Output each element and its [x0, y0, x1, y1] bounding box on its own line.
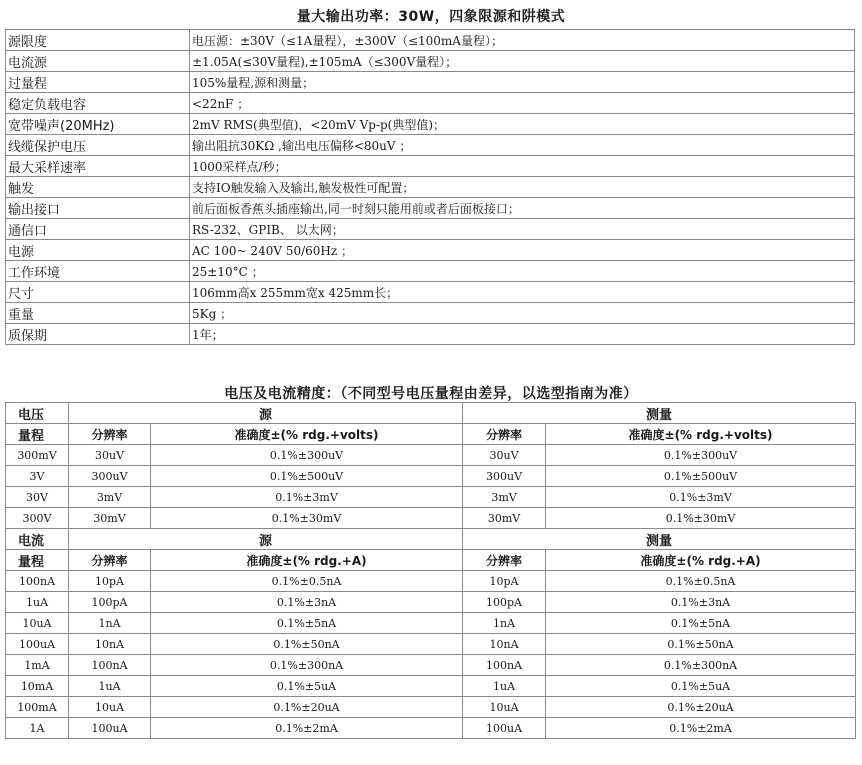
- measure-accuracy: 0.1%±5nA: [546, 613, 856, 634]
- measure-resolution: 100nA: [463, 655, 546, 676]
- spec-key: 稳定负载电容: [6, 93, 190, 114]
- range-cell: 100uA: [6, 634, 69, 655]
- source-resolution: 300uV: [69, 466, 151, 487]
- spec-value: 5Kg ；: [190, 303, 855, 324]
- spec-value: 电压源：±30V（≤1A量程），±300V（≤100mA量程）；: [190, 30, 855, 51]
- source-resolution: 1uA: [69, 676, 151, 697]
- current-subheader-row: [6, 550, 856, 571]
- specs-table: [5, 29, 855, 345]
- source-accuracy: 0.1%±300nA: [151, 655, 463, 676]
- resolution-header: 分辨率: [463, 550, 546, 571]
- source-accuracy: 0.1%±5nA: [151, 613, 463, 634]
- spec-key: 通信口: [6, 219, 190, 240]
- spec-key: 电源: [6, 240, 190, 261]
- spec-value: <22nF ；: [190, 93, 855, 114]
- measure-accuracy: 0.1%±30mV: [546, 508, 856, 529]
- range-cell: 30V: [6, 487, 69, 508]
- measure-resolution: 10uA: [463, 697, 546, 718]
- range-cell: 100nA: [6, 571, 69, 592]
- spec-key: 质保期: [6, 324, 190, 345]
- accuracy-header: 准确度±(% rdg.+volts): [151, 424, 463, 445]
- current-row: [6, 634, 856, 655]
- spec-key: 工作环境: [6, 261, 190, 282]
- current-row: [6, 697, 856, 718]
- voltage-measure-header: 测量: [463, 403, 856, 424]
- source-resolution: 30mV: [69, 508, 151, 529]
- measure-accuracy: 0.1%±500uV: [546, 466, 856, 487]
- range-cell: 10mA: [6, 676, 69, 697]
- source-resolution: 10uA: [69, 697, 151, 718]
- source-accuracy: 0.1%±2mA: [151, 718, 463, 739]
- accuracy-title: 电压及电流精度：（不同型号电压量程由差异，以选型指南为准）: [224, 386, 638, 402]
- range-cell: 300V: [6, 508, 69, 529]
- spec-key: 宽带噪声(20MHz): [6, 114, 190, 135]
- range-cell: 1A: [6, 718, 69, 739]
- measure-accuracy: 0.1%±5uA: [546, 676, 856, 697]
- source-accuracy: 0.1%±30mV: [151, 508, 463, 529]
- source-accuracy: 0.1%±0.5nA: [151, 571, 463, 592]
- spec-row: [6, 282, 855, 303]
- current-row: [6, 571, 856, 592]
- current-row: [6, 592, 856, 613]
- spec-row: [6, 303, 855, 324]
- resolution-header: 分辨率: [69, 550, 151, 571]
- measure-resolution: 100pA: [463, 592, 546, 613]
- spec-row: [6, 324, 855, 345]
- source-accuracy: 0.1%±5uA: [151, 676, 463, 697]
- source-resolution: 10pA: [69, 571, 151, 592]
- source-resolution: 100uA: [69, 718, 151, 739]
- spec-row: [6, 72, 855, 93]
- spec-row: [6, 219, 855, 240]
- source-accuracy: 0.1%±50nA: [151, 634, 463, 655]
- spec-key: 重量: [6, 303, 190, 324]
- accuracy-table: [5, 402, 856, 739]
- spec-value: ±1.05A(≤30V量程),±105mA（≤300V量程）；: [190, 51, 855, 72]
- source-accuracy: 0.1%±3mV: [151, 487, 463, 508]
- specs-title: 量大输出功率：30W，四象限源和阱模式: [296, 9, 566, 25]
- accuracy-header: 准确度±(% rdg.+A): [151, 550, 463, 571]
- current-range-header: 量程: [6, 550, 69, 571]
- source-resolution: 10nA: [69, 634, 151, 655]
- spec-value: 2mV RMS(典型值)，<20mV Vp-p(典型值)；: [190, 114, 855, 135]
- spec-key: 尺寸: [6, 282, 190, 303]
- spec-value: 1000采样点/秒；: [190, 156, 855, 177]
- spec-row: [6, 156, 855, 177]
- spec-row: [6, 240, 855, 261]
- voltage-row: [6, 508, 856, 529]
- measure-accuracy: 0.1%±300uV: [546, 445, 856, 466]
- spec-row: [6, 135, 855, 156]
- spec-key: 触发: [6, 177, 190, 198]
- spec-value: 106mm高x 255mm宽x 425mm长；: [190, 282, 855, 303]
- source-accuracy: 0.1%±20uA: [151, 697, 463, 718]
- voltage-row: [6, 466, 856, 487]
- measure-accuracy: 0.1%±300nA: [546, 655, 856, 676]
- current-row: [6, 676, 856, 697]
- measure-resolution: 30mV: [463, 508, 546, 529]
- spec-row: [6, 93, 855, 114]
- current-row: [6, 718, 856, 739]
- range-cell: 3V: [6, 466, 69, 487]
- spec-value: AC 100~ 240V 50/60Hz ；: [190, 240, 855, 261]
- measure-resolution: 10pA: [463, 571, 546, 592]
- measure-resolution: 300uV: [463, 466, 546, 487]
- spec-key: 过量程: [6, 72, 190, 93]
- voltage-subheader-row: [6, 424, 856, 445]
- spec-key: 输出接口: [6, 198, 190, 219]
- current-row: [6, 613, 856, 634]
- measure-accuracy: 0.1%±3nA: [546, 592, 856, 613]
- measure-accuracy: 0.1%±0.5nA: [546, 571, 856, 592]
- source-resolution: 30uV: [69, 445, 151, 466]
- spec-row: [6, 114, 855, 135]
- range-cell: 100mA: [6, 697, 69, 718]
- source-accuracy: 0.1%±500uV: [151, 466, 463, 487]
- accuracy-header: 准确度±(% rdg.+volts): [546, 424, 856, 445]
- measure-accuracy: 0.1%±50nA: [546, 634, 856, 655]
- spec-row: [6, 198, 855, 219]
- measure-accuracy: 0.1%±3mV: [546, 487, 856, 508]
- spec-row: [6, 177, 855, 198]
- spec-key: 电流源: [6, 51, 190, 72]
- voltage-label: 电压: [6, 403, 69, 424]
- accuracy-header: 准确度±(% rdg.+A): [546, 550, 856, 571]
- spec-value: RS-232、GPIB、 以太网；: [190, 219, 855, 240]
- current-source-header: 源: [69, 529, 463, 550]
- range-cell: 1uA: [6, 592, 69, 613]
- spec-value: 前后面板香蕉头插座输出,同一时刻只能用前或者后面板接口；: [190, 198, 855, 219]
- spec-key: 最大采样速率: [6, 156, 190, 177]
- spec-row: [6, 261, 855, 282]
- spec-row: [6, 30, 855, 51]
- source-accuracy: 0.1%±300uV: [151, 445, 463, 466]
- measure-accuracy: 0.1%±20uA: [546, 697, 856, 718]
- resolution-header: 分辨率: [69, 424, 151, 445]
- voltage-source-header: 源: [69, 403, 463, 424]
- spec-value: 支持IO触发输入及输出,触发极性可配置；: [190, 177, 855, 198]
- spec-value: 1年；: [190, 324, 855, 345]
- spec-key: 源限度: [6, 30, 190, 51]
- measure-resolution: 30uV: [463, 445, 546, 466]
- voltage-header-row: [6, 403, 856, 424]
- spec-key: 线缆保护电压: [6, 135, 190, 156]
- resolution-header: 分辨率: [463, 424, 546, 445]
- current-row: [6, 655, 856, 676]
- measure-resolution: 100uA: [463, 718, 546, 739]
- spec-value: 输出阻抗30KΩ ,输出电压偏移<80uV ；: [190, 135, 855, 156]
- voltage-row: [6, 487, 856, 508]
- range-cell: 300mV: [6, 445, 69, 466]
- current-header-row: [6, 529, 856, 550]
- current-label: 电流: [6, 529, 69, 550]
- source-resolution: 100pA: [69, 592, 151, 613]
- measure-resolution: 3mV: [463, 487, 546, 508]
- range-cell: 10uA: [6, 613, 69, 634]
- range-cell: 1mA: [6, 655, 69, 676]
- source-accuracy: 0.1%±3nA: [151, 592, 463, 613]
- measure-resolution: 10nA: [463, 634, 546, 655]
- current-measure-header: 测量: [463, 529, 856, 550]
- spec-value: 25±10°C ；: [190, 261, 855, 282]
- voltage-range-header: 量程: [6, 424, 69, 445]
- measure-resolution: 1uA: [463, 676, 546, 697]
- voltage-row: [6, 445, 856, 466]
- spec-row: [6, 51, 855, 72]
- source-resolution: 1nA: [69, 613, 151, 634]
- source-resolution: 3mV: [69, 487, 151, 508]
- measure-accuracy: 0.1%±2mA: [546, 718, 856, 739]
- source-resolution: 100nA: [69, 655, 151, 676]
- measure-resolution: 1nA: [463, 613, 546, 634]
- spec-value: 105%量程,源和测量；: [190, 72, 855, 93]
